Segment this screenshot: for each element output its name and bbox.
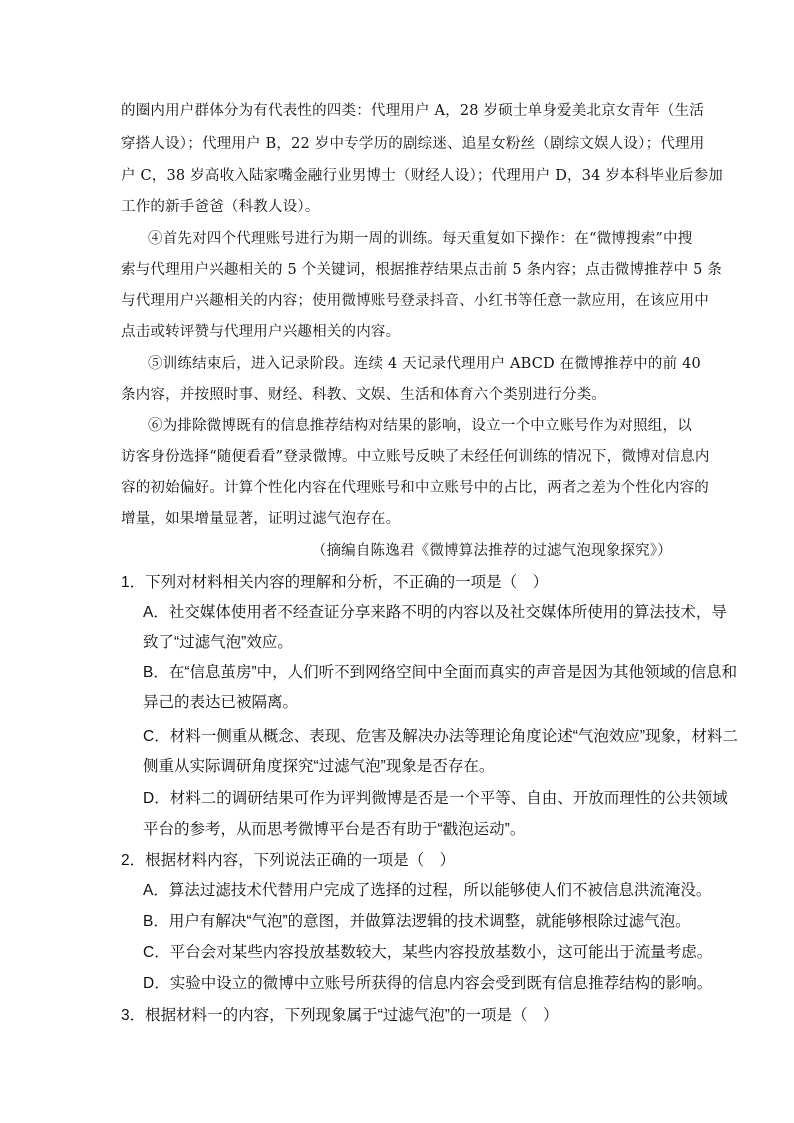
question-2-option-d: D．实验中设立的微博中立账号所获得的信息内容会受到既有信息推荐结构的影响。 <box>143 975 713 992</box>
material-p1-line-4: 工作的新手爸爸（科教人设）。 <box>121 199 320 215</box>
question-1-option-a-line-1: A．社交媒体使用者不经查证分享来路不明的内容以及社交媒体所使用的算法技术，导 <box>143 604 727 621</box>
question-1-option-c-line-2: 侧重从实际调研角度探究“过滤气泡”现象是否存在。 <box>143 758 495 775</box>
question-1-stem: 1．下列对材料相关内容的理解和分析，不正确的一项是（ ） <box>121 574 549 591</box>
question-1-option-d-line-2: 平台的参考，从而思考微博平台是否有助于“戳泡运动”。 <box>143 821 526 838</box>
material-p5-line-1: ⑤训练结束后，进入记录阶段。连续 4 天记录代理用户 ABCD 在微博推荐中的前 40 <box>148 356 701 372</box>
question-2-option-a: A．算法过滤技术代替用户完成了选择的过程，所以能够使人们不被信息洪流淹没。 <box>143 882 712 899</box>
question-1-option-b-line-1: B．在“信息茧房”中，人们听不到网络空间中全面而真实的声音是因为其他领域的信息和 <box>143 664 738 681</box>
question-1-option-c-line-1: C．材料一侧重从概念、表现、危害及解决办法等理论角度论述“气泡效应”现象，材料二 <box>143 728 739 745</box>
material-p4-line-4: 点击或转评赞与代理用户兴趣相关的内容。 <box>121 324 401 340</box>
material-p5-line-2: 条内容，并按照时事、财经、科教、文娱、生活和体育六个类别进行分类。 <box>121 387 607 403</box>
material-p1-line-3: 户 C，38 岁高收入陆家嘴金融行业男博士（财经人设）；代理用户 D，34 岁本科毕业后参加 <box>121 168 724 184</box>
question-1-option-a-line-2: 致了“过滤气泡”效应。 <box>143 634 293 651</box>
question-2-option-b: B．用户有解决“气泡”的意图，并做算法逻辑的技术调整，就能够根除过滤气泡。 <box>143 913 691 930</box>
material-p1-line-1: 的圈内用户群体分为有代表性的四类：代理用户 A，28 岁硕士单身爱美北京女青年（生活 <box>121 103 705 119</box>
material-p4-line-1: ④首先对四个代理账号进行为期一周的训练。每天重复如下操作：在“微博搜索”中搜 <box>148 231 693 247</box>
material-p1-line-2: 穿搭人设）；代理用户 B，22 岁中专学历的剧综迷、追星女粉丝（剧综文娱人设）；代理用 <box>121 136 705 152</box>
question-1-option-d-line-1: D．材料二的调研结果可作为评判微博是否是一个平等、自由、开放而理性的公共领域 <box>143 790 728 807</box>
material-p6-line-1: ⑥为排除微博既有的信息推荐结构对结果的影响，设立一个中立账号作为对照组，以 <box>148 418 692 434</box>
material-source: （摘编自陈逸君《微博算法推荐的过滤气泡现象探究》） <box>311 543 672 559</box>
question-3-stem: 3．根据材料一的内容，下列现象属于“过滤气泡”的一项是（ ） <box>121 1007 559 1024</box>
material-p6-line-3: 容的初始偏好。计算个性化内容在代理账号和中立账号中的占比，两者之差为个性化内容的 <box>121 480 709 496</box>
material-p6-line-4: 增量，如果增量显著，证明过滤气泡存在。 <box>121 511 401 527</box>
question-1-option-b-line-2: 异己的表达已被隔离。 <box>143 694 299 711</box>
material-p4-line-3: 与代理用户兴趣相关的内容；使用微博账号登录抖音、小红书等任意一款应用，在该应用中 <box>121 293 709 309</box>
material-p6-line-2: 访客身份选择“随便看看”登录微博。中立账号反映了未经任何训练的情况下，微博对信息内 <box>121 449 710 465</box>
question-2-stem: 2．根据材料内容，下列说法正确的一项是（ ） <box>121 852 456 869</box>
question-2-option-c: C．平台会对某些内容投放基数较大，某些内容投放基数小，这可能出于流量考虑。 <box>143 944 713 961</box>
material-p4-line-2: 索与代理用户兴趣相关的 5 个关键词，根据推荐结果点击前 5 条内容；点击微博推荐中 5 条 <box>121 262 723 278</box>
